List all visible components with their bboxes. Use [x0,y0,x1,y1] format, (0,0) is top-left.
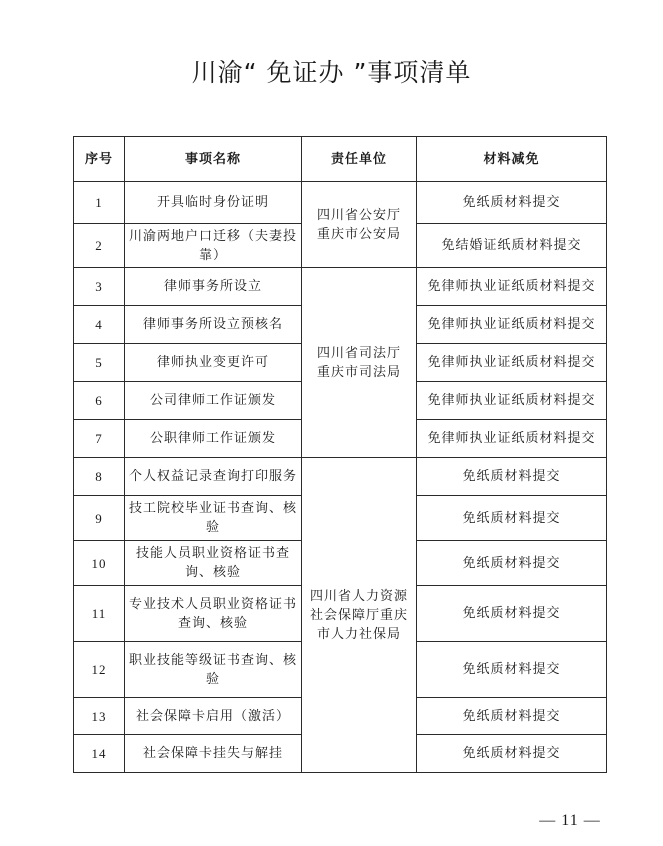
item-name: 公职律师工作证颁发 [125,420,302,458]
item-name: 专业技术人员职业资格证书查询、核验 [125,586,302,642]
header-num: 序号 [74,137,125,182]
table-row [74,458,607,496]
row-number: 1 [74,182,125,224]
item-name: 社会保障卡启用（激活） [125,698,302,735]
table-header-row [74,137,607,182]
material-reduction: 免纸质材料提交 [417,586,607,642]
row-number: 9 [74,496,125,541]
row-number: 6 [74,382,125,420]
item-name: 职业技能等级证书查询、核验 [125,642,302,698]
item-name: 技能人员职业资格证书查询、核验 [125,541,302,586]
responsible-unit: 四川省司法厅重庆市司法局 [302,268,417,458]
header-unit: 责任单位 [302,137,417,182]
item-name: 技工院校毕业证书查询、核验 [125,496,302,541]
material-reduction: 免纸质材料提交 [417,698,607,735]
item-name: 公司律师工作证颁发 [125,382,302,420]
item-name: 律师执业变更许可 [125,344,302,382]
material-reduction: 免律师执业证纸质材料提交 [417,306,607,344]
row-number: 7 [74,420,125,458]
item-name: 个人权益记录查询打印服务 [125,458,302,496]
material-reduction: 免律师执业证纸质材料提交 [417,382,607,420]
item-name: 律师事务所设立 [125,268,302,306]
row-number: 2 [74,224,125,268]
row-number: 11 [74,586,125,642]
material-reduction: 免结婚证纸质材料提交 [417,224,607,268]
table-row [74,268,607,306]
material-reduction: 免纸质材料提交 [417,182,607,224]
table-row [74,182,607,224]
material-reduction: 免律师执业证纸质材料提交 [417,268,607,306]
item-name: 律师事务所设立预核名 [125,306,302,344]
row-number: 5 [74,344,125,382]
row-number: 14 [74,735,125,773]
row-number: 13 [74,698,125,735]
material-reduction: 免纸质材料提交 [417,496,607,541]
material-reduction: 免纸质材料提交 [417,541,607,586]
row-number: 10 [74,541,125,586]
page-number: — 11 — [539,812,601,829]
items-table [73,136,607,773]
responsible-unit: 四川省人力资源社会保障厅重庆市人力社保局 [302,458,417,773]
material-reduction: 免纸质材料提交 [417,642,607,698]
row-number: 4 [74,306,125,344]
item-name: 社会保障卡挂失与解挂 [125,735,302,773]
row-number: 8 [74,458,125,496]
material-reduction: 免律师执业证纸质材料提交 [417,420,607,458]
material-reduction: 免纸质材料提交 [417,735,607,773]
responsible-unit: 四川省公安厅重庆市公安局 [302,182,417,268]
header-name: 事项名称 [125,137,302,182]
material-reduction: 免律师执业证纸质材料提交 [417,344,607,382]
page-title: 川渝“ 免证办 ”事项清单 [191,58,472,87]
row-number: 12 [74,642,125,698]
header-reduction: 材料减免 [417,137,607,182]
item-name: 开具临时身份证明 [125,182,302,224]
material-reduction: 免纸质材料提交 [417,458,607,496]
row-number: 3 [74,268,125,306]
item-name: 川渝两地户口迁移（夫妻投靠） [125,224,302,268]
